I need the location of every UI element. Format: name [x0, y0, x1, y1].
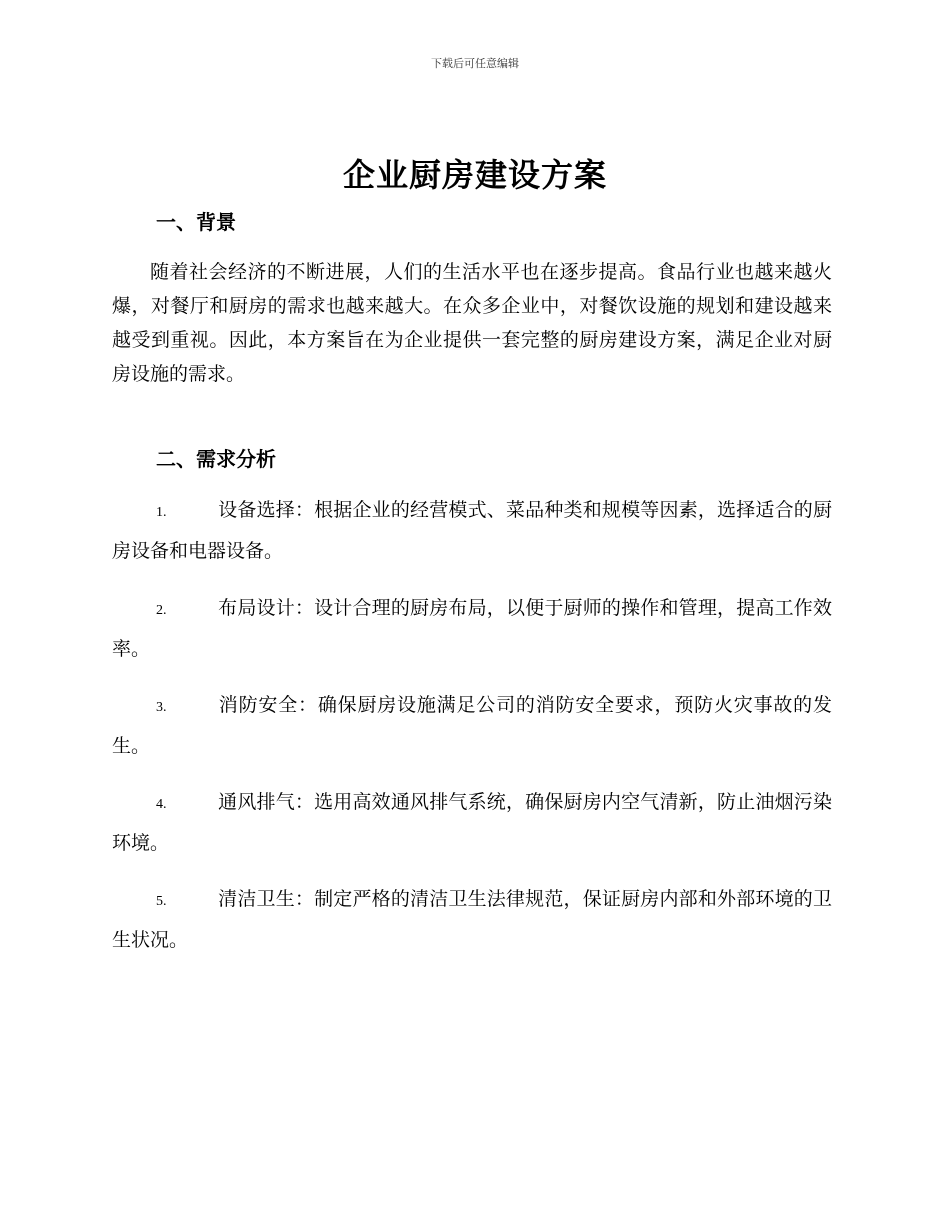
- list-item-text: 通风排气：选用高效通风排气系统，确保厨房内空气清新，防止油烟污染环境。: [112, 791, 832, 854]
- list-item-number: 4.: [156, 797, 167, 812]
- section-heading-background: 一、背景: [156, 210, 236, 234]
- list-item: [112, 783, 832, 862]
- list-item-number: 3.: [156, 700, 167, 715]
- list-item-text: 清洁卫生：制定严格的清洁卫生法律规范，保证厨房内部和外部环境的卫生状况。: [112, 888, 832, 951]
- section-heading-requirements: 二、需求分析: [156, 447, 276, 471]
- list-item-text: 消防安全：确保厨房设施满足公司的消防安全要求，预防火灾事故的发生。: [112, 694, 832, 757]
- list-item-text: 设备选择：根据企业的经营模式、菜品种类和规模等因素，选择适合的厨房设备和电器设备。: [112, 499, 832, 562]
- list-item: [112, 589, 832, 668]
- header-note: 下载后可任意编辑: [431, 57, 519, 70]
- background-paragraph: 随着社会经济的不断进展，人们的生活水平也在逐步提高。食品行业也越来越火爆，对餐厅和厨房的需求也越来越大。在众多企业中，对餐饮设施的规划和建设越来越受到重视。因此，本方案旨在为企业提供一套完整的厨房建设方案，满足企业对厨房设施的需求。: [112, 261, 832, 385]
- list-item: [112, 686, 832, 765]
- list-item: [112, 880, 832, 959]
- list-item-number: 1.: [156, 505, 167, 520]
- list-item-number: 5.: [156, 894, 167, 909]
- document-title: 企业厨房建设方案: [342, 156, 607, 194]
- list-item-number: 2.: [156, 603, 167, 618]
- list-item-text: 布局设计：设计合理的厨房布局，以便于厨师的操作和管理，提高工作效率。: [112, 597, 832, 660]
- list-item: [112, 491, 832, 570]
